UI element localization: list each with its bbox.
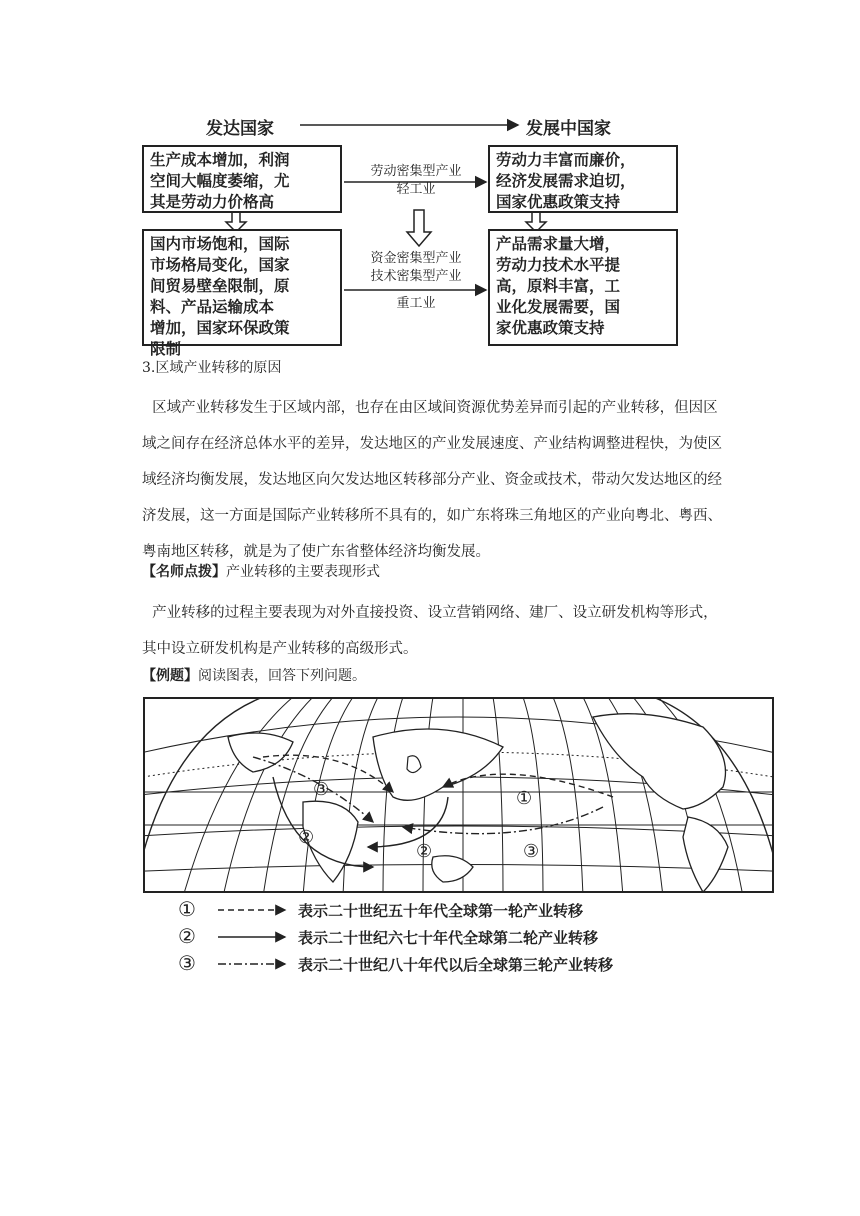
heavy-industry-label: 重工业 (396, 296, 436, 311)
tip-heading (142, 559, 732, 585)
legend-text-2: 表示二十世纪六七十年代全球第二轮产业转移 (298, 929, 599, 947)
map-marker-2-right: ② (416, 841, 433, 862)
legend-num-2: ② (178, 924, 196, 948)
labor-intensive-label: 劳动密集型产业 轻工业 (370, 164, 462, 197)
developed-countries-label: 发达国家 (206, 119, 274, 139)
world-map-figure (143, 697, 774, 979)
legend-num-1: ① (178, 897, 196, 921)
map-legend (178, 897, 614, 975)
developed-cost-box: 生产成本增加，利润 空间大幅度萎缩，尤 其是劳动力价格高 (142, 145, 342, 213)
down-arrow-middle (407, 210, 431, 246)
map-marker-1: ① (516, 788, 533, 809)
example-text: 阅读图表，回答下列问题。 (198, 668, 366, 684)
legend-num-3: ③ (178, 951, 196, 975)
flowchart (140, 108, 680, 358)
example-label: 【例题】 (142, 668, 198, 684)
tip-title: 产业转移的主要表现形式 (226, 564, 380, 580)
legend-text-3: 表示二十世纪八十年代以后全球第三轮产业转移 (298, 956, 614, 974)
paragraph-reasons: 区域产业转移发生于区域内部，也存在由区域间资源优势差异而引起的产业转移，但因区域之间存在经济总体水平的差异，发达地区的产业发展速度、产业结构调整进程快，为使区域经济均衡发展，发达地区向欠发达地区转移部分产业、资金或技术，带动欠发达地区的经济发展，这一方面是国际产业转移所不具有的，如广东将珠三角地区的产业向粤北、粤西、粤南地区转移，就是为了使广东省整体经济均衡发展。 (142, 400, 722, 560)
capital-tech-intensive-label: 资金密集型产业 技术密集型产业 (370, 251, 462, 284)
developed-market-box: 国内市场饱和，国际 市场格局变化，国家 间贸易壁垒限制，原 料、产品运输成本 增加，国家环保政策 限制 (142, 229, 342, 346)
world-map (143, 697, 774, 979)
tip-label: 【名师点拨】 (142, 564, 226, 580)
section-title: 3.区域产业转移的原因 (142, 360, 282, 376)
map-marker-3-left: ③ (313, 779, 330, 800)
paragraph-forms: 产业转移的过程主要表现为对外直接投资、设立营销网络、建厂、设立研发机构等形式，其中设立研发机构是产业转移的高级形式。 (142, 605, 718, 657)
developing-demand-box: 产品需求量大增， 劳动力技术水平提 高，原料丰富，工 业化发展需要，国 家优惠政策支持 (488, 229, 678, 346)
map-marker-3-right: ③ (523, 841, 540, 862)
legend-text-1: 表示二十世纪五十年代全球第一轮产业转移 (298, 902, 584, 920)
map-marker-2-left: ② (298, 827, 315, 848)
developing-countries-label: 发展中国家 (526, 119, 611, 139)
developing-labor-box: 劳动力丰富而廉价， 经济发展需求迫切， 国家优惠政策支持 (488, 145, 678, 213)
example-heading (142, 663, 732, 689)
